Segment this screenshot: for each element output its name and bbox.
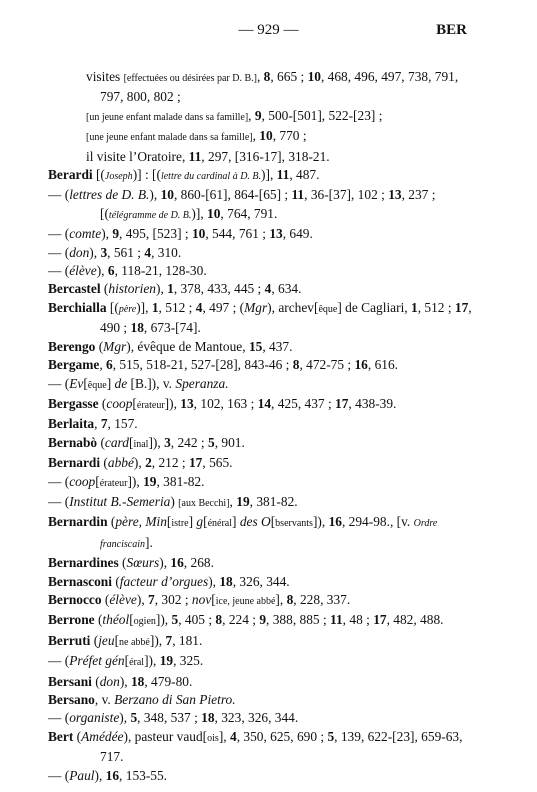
entry-text: , — [229, 493, 237, 509]
entry-text: théol — [102, 612, 130, 628]
index-entry — [48, 473, 484, 493]
entry-text: , 544, 761 ; — [205, 226, 270, 242]
entry-text: , 268. — [183, 555, 214, 571]
entry-text: , v. — [94, 692, 115, 707]
page-number: — 929 — — [238, 22, 299, 38]
entry-text: Amédée — [81, 728, 124, 744]
entry-text: 5 — [130, 710, 138, 726]
entry-text: [une jeune enfant malade dans sa famille] — [86, 132, 253, 144]
entry-text: 3 — [100, 244, 108, 260]
index-entry — [48, 591, 484, 611]
entry-text: Ordre franciscain — [100, 518, 438, 550]
entry-headword: Bernabò — [48, 434, 98, 450]
entry-text: , 497 ; ( — [202, 299, 245, 315]
entry-text: ), — [136, 591, 149, 607]
entry-text: , 770 ; — [272, 128, 307, 144]
entry-text: Ev — [69, 375, 84, 391]
entry-text: , — [256, 69, 264, 84]
entry-text: 11 — [330, 612, 343, 628]
entry-text: ( — [111, 573, 120, 589]
entry-headword: Bergasse — [48, 395, 99, 411]
entry-text: il visite l’Oratoire, — [86, 148, 189, 164]
entry-text: , 512 ; — [158, 299, 196, 315]
entry-text: 16 — [170, 555, 184, 571]
entry-text: ), évêque de Mantoue, — [126, 338, 249, 354]
entry-text: ( — [118, 555, 127, 571]
entry-text: 11 — [188, 148, 202, 164]
index-entry — [48, 493, 484, 513]
entry-text: 6 — [107, 263, 115, 279]
entry-text: , 157. — [107, 416, 138, 432]
running-head: BER — [436, 22, 467, 38]
entry-text: Paul — [69, 767, 95, 783]
entry-headword: Berchialla — [48, 299, 107, 315]
entry-text: 17 — [373, 612, 387, 628]
entry-headword: Bernardines — [48, 555, 119, 571]
entry-text: , 482, 488. — [386, 612, 444, 628]
entry-text: 10 — [259, 128, 273, 144]
entry-text: [( — [92, 167, 105, 183]
entry-text: , 181. — [172, 632, 203, 648]
entry-text: 18 — [219, 573, 233, 589]
entry-text: istre — [171, 518, 189, 530]
entry-text: , 325. — [173, 653, 204, 669]
index-entry — [48, 454, 484, 472]
entry-text: Mgr — [103, 338, 127, 354]
entry-text: , 310. — [151, 244, 182, 260]
entry-text: , 381-82. — [156, 473, 205, 489]
entry-text: , 405 ; — [178, 612, 216, 628]
entry-text: 1 — [167, 281, 174, 297]
entry-text: ( — [97, 434, 105, 450]
entry-text: ], — [275, 591, 287, 607]
entry-text: facteur d’orgues — [119, 573, 209, 589]
entry-text: , 297, [316-17], 318-21. — [201, 148, 330, 164]
entry-text: érateur — [136, 399, 165, 411]
entry-text: don — [69, 244, 90, 260]
entry-text: 18 — [201, 710, 215, 726]
entry-text: , 437. — [262, 338, 293, 354]
entry-text: [aux Becchi] — [178, 497, 230, 509]
entry-text: 16 — [105, 767, 120, 783]
entry-text: élève — [109, 591, 137, 607]
entry-text: [ — [83, 375, 88, 391]
entry-headword: Bernardin — [48, 514, 108, 530]
entry-text: — ( — [48, 710, 70, 726]
index-entry — [48, 225, 484, 243]
entry-text: 10 — [207, 205, 221, 221]
index-entry — [48, 767, 484, 785]
entry-text: [ — [124, 653, 130, 669]
index-entry — [48, 262, 484, 280]
entry-text: ]), — [312, 514, 329, 530]
index-entry — [48, 513, 484, 554]
entry-text: , 102, 163 ; — [193, 395, 258, 411]
entry-text: ]), — [149, 632, 166, 648]
entry-text: , — [99, 357, 107, 373]
entry-text: historien — [108, 281, 156, 297]
entry-text: ( — [107, 514, 116, 530]
entry-text: 8 — [286, 591, 294, 607]
entry-text: jeu — [98, 632, 115, 648]
entry-text: , 472-75 ; — [299, 357, 355, 373]
entry-text: , 294-98., [v. — [341, 514, 414, 530]
entry-text: )] : [( — [132, 167, 161, 183]
index-entry — [48, 127, 484, 147]
index-entry — [48, 673, 484, 691]
entry-text: 2 — [145, 455, 152, 471]
entry-text: nov — [191, 591, 212, 607]
entry-text: énéral — [207, 518, 233, 530]
entry-text: ), — [159, 555, 171, 571]
entry-text: organiste — [69, 710, 120, 726]
entry-text: érateur — [99, 477, 128, 489]
entry-text: 13 — [180, 395, 194, 411]
entry-text: , — [248, 107, 255, 123]
entry-text: télégramme de D. B. — [108, 209, 192, 221]
entry-text: don — [99, 673, 120, 689]
entry-text: ), — [208, 573, 220, 589]
entry-text: ), — [119, 710, 131, 726]
entry-text: ), archev[ — [267, 299, 319, 315]
entry-text: , 673-[74]. — [143, 320, 201, 336]
entry-text: 3 — [164, 434, 171, 450]
entry-text: 6 — [106, 357, 113, 373]
entry-text: , 649. — [282, 226, 313, 242]
entry-text: 5 — [207, 434, 215, 450]
entry-text: ne abbé — [119, 636, 150, 648]
entry-text: 18 — [130, 673, 145, 689]
entry-text: , 565. — [202, 455, 233, 471]
entry-headword: Bert — [48, 728, 74, 744]
entry-text: 17 — [188, 455, 203, 471]
entry-text: 7 — [100, 416, 108, 432]
entry-text: card — [104, 434, 129, 450]
entry-headword: Bercastel — [48, 281, 101, 297]
entry-text: 5 — [171, 612, 179, 628]
entry-text: ]), — [155, 612, 172, 628]
entry-text: inal — [133, 438, 149, 450]
entry-text: , 378, 433, 445 ; — [173, 281, 265, 297]
index-entry — [48, 632, 484, 652]
index-entry — [48, 375, 484, 395]
entry-text: [ — [114, 632, 120, 648]
entry-text: g — [196, 514, 204, 530]
index-entry — [48, 107, 484, 127]
entry-text: ]. — [145, 534, 153, 550]
index-entry — [48, 611, 484, 631]
index-entry — [48, 148, 484, 166]
entry-text: , 860-[61], 864-[65] ; — [173, 187, 292, 203]
entry-text: ] — [106, 375, 115, 391]
entry-text: ], — [218, 728, 230, 744]
entry-text: — ( — [48, 263, 70, 279]
entry-text: , — [94, 416, 101, 432]
entry-headword: Berlaita — [48, 416, 95, 432]
entry-text: 1 — [410, 299, 418, 315]
entry-text: — ( — [48, 226, 70, 242]
entry-text: — ( — [48, 653, 70, 669]
entry-text: Préfet gén — [69, 653, 125, 669]
entry-text: , 139, 622-[23], 659-63, 717. — [100, 728, 463, 765]
entry-text: 4 — [195, 299, 203, 315]
entry-text: — ( — [48, 244, 70, 260]
entry-text: êque — [87, 379, 107, 391]
entry-text: 4 — [144, 244, 152, 260]
index-entry — [48, 728, 484, 767]
entry-text: 18 — [130, 320, 144, 336]
entry-text: ]), — [164, 395, 181, 411]
entry-text: des O — [239, 514, 271, 530]
entry-text: 10 — [191, 226, 206, 242]
entry-text: 4 — [264, 281, 272, 297]
entry-text: 13 — [388, 187, 402, 203]
index-entry — [48, 68, 484, 107]
entry-text: 17 — [335, 395, 349, 411]
entry-text: )], — [191, 205, 208, 221]
index-entry — [48, 395, 484, 415]
entry-text: père — [118, 303, 137, 315]
entry-headword: Bernardi — [48, 455, 101, 471]
index-list — [48, 68, 484, 785]
entry-text: 15 — [248, 338, 263, 354]
index-entry — [48, 573, 484, 591]
entry-text: ( — [94, 612, 103, 628]
entry-text: — ( — [48, 493, 70, 509]
entry-text: ( — [91, 673, 100, 689]
entry-text: 19 — [236, 493, 250, 509]
entry-text: 9 — [259, 612, 267, 628]
entry-text: bservants — [275, 518, 313, 530]
entry-text: , 36-[37], 102 ; — [304, 187, 389, 203]
entry-text: 10 — [307, 69, 321, 84]
entry-text: 13 — [269, 226, 283, 242]
entry-text: abbé — [107, 455, 134, 471]
entry-text: , 381-82. — [249, 493, 298, 509]
entry-text: 19 — [143, 473, 157, 489]
entry-text: , 495, [523] ; — [119, 226, 192, 242]
entry-text: [ — [203, 514, 208, 530]
entry-text: ), — [133, 455, 146, 471]
entry-text: ( — [90, 632, 99, 648]
entry-text: , 224 ; — [222, 612, 260, 628]
entry-text: ( — [98, 395, 107, 411]
entry-text: [ — [128, 434, 134, 450]
entry-text: ( — [100, 281, 109, 297]
entry-headword: Bernocco — [48, 591, 102, 607]
entry-text: — ( — [48, 473, 70, 489]
entry-text: [un jeune enfant malade dans sa famille] — [86, 111, 249, 123]
entry-text: élève — [69, 263, 97, 279]
entry-text: 17 — [454, 299, 469, 315]
entry-text: ), pasteur vaud[ — [123, 728, 208, 744]
entry-text: , 242 ; — [170, 434, 208, 450]
entry-text: , 48 ; — [342, 612, 374, 628]
entry-text: Speranza. — [175, 375, 229, 391]
index-entry — [48, 691, 484, 709]
entry-text: , 634. — [271, 281, 302, 297]
entry-text: , 323, 326, 344. — [214, 710, 299, 726]
page-header — [0, 22, 537, 42]
entry-text: , 153-55. — [119, 767, 168, 783]
entry-text: ( — [73, 728, 82, 744]
index-entry — [48, 299, 484, 338]
entry-text: Mgr — [244, 299, 268, 315]
index-entry — [48, 554, 484, 572]
entry-text: 9 — [254, 107, 262, 123]
entry-text: visites — [86, 69, 124, 84]
entry-headword: Berardi — [48, 167, 93, 183]
entry-text: 14 — [257, 395, 272, 411]
entry-text: , 438-39. — [348, 395, 397, 411]
entry-text: [ — [270, 514, 276, 530]
entry-text: ( — [100, 455, 108, 471]
entry-text: éral — [129, 657, 145, 669]
entry-text: 16 — [328, 514, 342, 530]
entry-text: , 237 ; [( — [100, 187, 436, 221]
entry-text: ), — [156, 281, 168, 297]
entry-headword: Bersani — [48, 673, 92, 689]
entry-text: ) — [170, 493, 179, 509]
entry-text: [ — [166, 514, 172, 530]
entry-text: , 616. — [367, 357, 399, 373]
entry-text: , 665 ; — [270, 69, 308, 84]
index-entry — [48, 166, 484, 186]
entry-text: ] — [232, 514, 240, 530]
entry-text: coop — [106, 395, 133, 411]
entry-text: [( — [106, 299, 119, 315]
entry-text: lettres de D. B. — [69, 187, 150, 203]
entry-text: ois — [207, 732, 219, 744]
entry-text: Joseph — [104, 171, 133, 183]
entry-headword: Bernasconi — [48, 573, 112, 589]
entry-text: ), — [101, 226, 113, 242]
entry-text: 19 — [159, 653, 174, 669]
entry-text: Institut B.-Semeria — [69, 493, 171, 509]
entry-headword: Bergame — [48, 357, 100, 373]
entry-headword: Berrone — [48, 612, 95, 628]
entry-headword: Berengo — [48, 338, 96, 354]
entry-text: ]), — [144, 653, 160, 669]
entry-text: , 348, 537 ; — [137, 710, 202, 726]
entry-text: ), — [149, 187, 161, 203]
entry-text: comte — [69, 226, 102, 242]
entry-text: , 487. — [289, 167, 320, 183]
entry-text: 4 — [229, 728, 237, 744]
entry-text: [ — [132, 395, 137, 411]
entry-text: [ — [211, 591, 216, 607]
entry-text: , 350, 625, 690 ; — [236, 728, 328, 744]
entry-text: , 388, 885 ; — [266, 612, 331, 628]
entry-text: ] de Cagliari, — [337, 299, 411, 315]
entry-text: ]), — [148, 434, 165, 450]
entry-text: ice, jeune abbé — [215, 595, 276, 607]
entry-text: [effectuées ou désirées par D. B.] — [123, 73, 257, 84]
index-entry — [48, 186, 484, 225]
index-entry — [48, 338, 484, 356]
entry-text: , 326, 344. — [232, 573, 290, 589]
entry-text: 7 — [148, 591, 155, 607]
index-entry — [48, 280, 484, 298]
entry-text: ), — [96, 263, 108, 279]
entry-text: 10 — [160, 187, 174, 203]
index-entry — [48, 244, 484, 262]
entry-text: , 118-21, 128-30. — [114, 263, 207, 279]
index-entry — [48, 415, 484, 433]
entry-text: , 425, 437 ; — [271, 395, 336, 411]
entry-text: — ( — [48, 187, 70, 203]
entry-text: — ( — [48, 767, 70, 783]
index-entry — [48, 709, 484, 727]
entry-text: )], — [261, 167, 277, 183]
entry-text: 5 — [327, 728, 335, 744]
entry-text: 1 — [151, 299, 159, 315]
entry-text: 16 — [354, 357, 368, 373]
entry-text: , 512 ; — [417, 299, 455, 315]
entry-text: [ — [95, 473, 100, 489]
entry-text: , 479-80. — [144, 673, 193, 689]
entry-text: [B.]), v. — [127, 375, 176, 391]
entry-text: ), — [89, 244, 101, 260]
entry-text: , 468, 496, 497, 738, 791, 797, 800, 802 ; — [100, 69, 459, 105]
entry-text: [ — [129, 612, 134, 628]
entry-text: 9 — [112, 226, 120, 242]
entry-text: , 500-[501], 522-[23] ; — [261, 107, 383, 123]
entry-text: , 764, 791. — [220, 205, 278, 221]
entry-text: 8 — [292, 357, 300, 373]
entry-text: — ( — [48, 375, 70, 391]
entry-text: ( — [95, 338, 104, 354]
entry-text: ]), — [127, 473, 144, 489]
entry-text: 8 — [263, 69, 271, 84]
entry-text: , 490 ; — [100, 299, 472, 336]
entry-text: , 212 ; — [151, 455, 189, 471]
index-entry — [48, 652, 484, 672]
entry-text: lettre du cardinal à D. B. — [160, 171, 262, 183]
entry-text: ), — [94, 767, 106, 783]
entry-text: ogien — [133, 616, 156, 628]
entry-text: 8 — [215, 612, 223, 628]
entry-text: Sœurs — [126, 555, 160, 571]
entry-text: , 561 ; — [107, 244, 145, 260]
entry-text: , 302 ; — [154, 591, 192, 607]
entry-text: , 515, 518-21, 527-[28], 843-46 ; — [112, 357, 293, 373]
entry-text: de — [114, 375, 128, 391]
entry-text: 7 — [165, 632, 173, 648]
entry-text: coop — [69, 473, 96, 489]
entry-text: 11 — [291, 187, 305, 203]
entry-text: père, Min — [115, 514, 167, 530]
entry-text: , 228, 337. — [293, 591, 351, 607]
entry-text: êque — [318, 303, 338, 315]
index-entry — [48, 434, 484, 454]
entry-text: ), — [119, 673, 131, 689]
entry-text: ( — [101, 591, 110, 607]
entry-text: Berzano di San Pietro. — [114, 692, 236, 707]
entry-text: ] — [188, 514, 197, 530]
entry-headword: Berruti — [48, 632, 91, 648]
entry-text: )], — [136, 299, 152, 315]
entry-headword: Bersano — [48, 692, 95, 707]
entry-text: 11 — [276, 167, 290, 183]
entry-text: , — [252, 128, 260, 144]
index-entry — [48, 356, 484, 374]
entry-text: , 901. — [214, 434, 245, 450]
